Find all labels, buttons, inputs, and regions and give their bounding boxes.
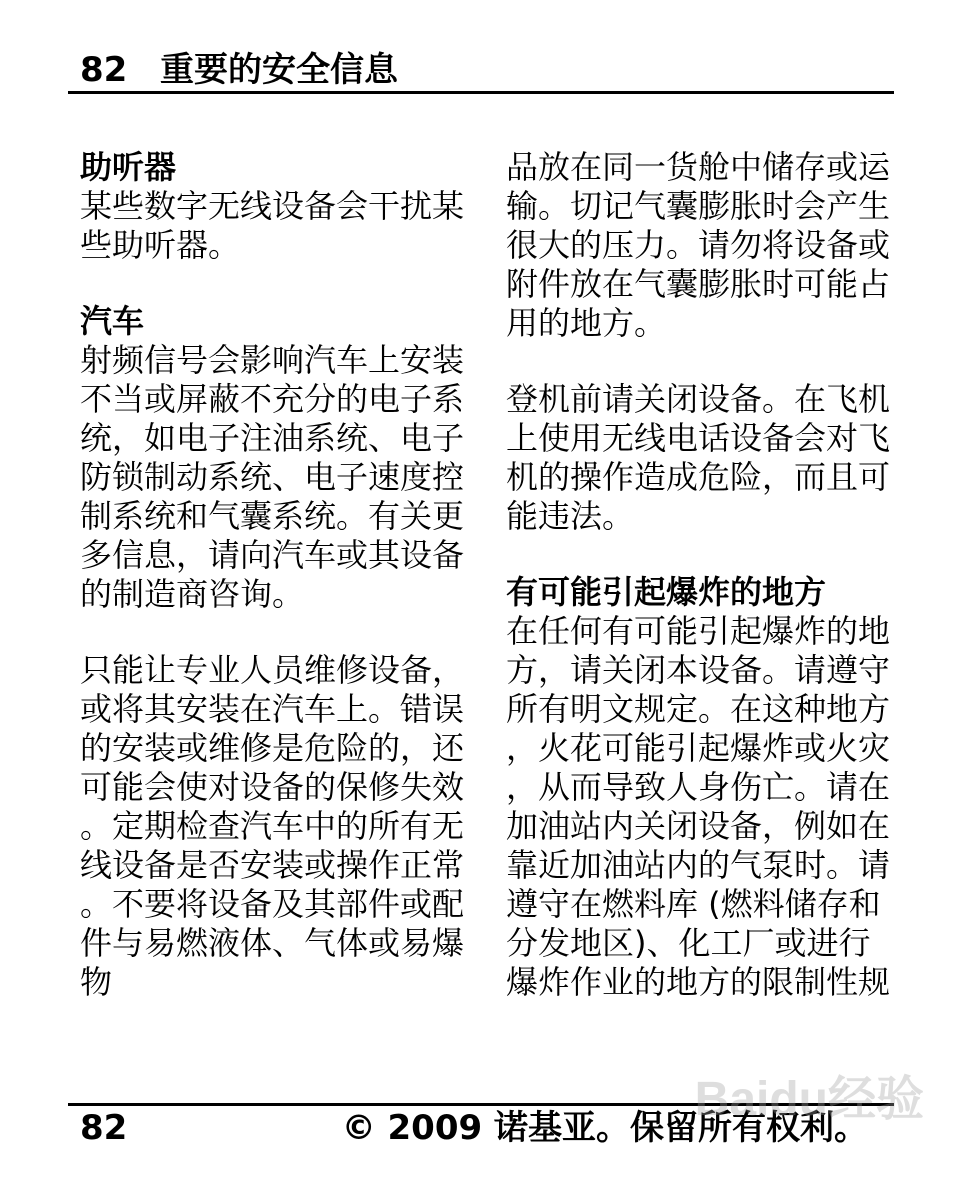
spacer xyxy=(506,536,901,573)
spacer xyxy=(80,265,475,302)
section-heading-explosive: 有可能引起爆炸的地方 xyxy=(506,573,827,611)
watermark-logo: Baidu经验 xyxy=(694,1073,924,1126)
footer-copyright: © 2009 诺基亚。保留所有权利。 xyxy=(341,1108,868,1148)
paragraph-aircraft: 登机前请关闭设备。在飞机上使用无线电话设备会对飞机的操作造成危险，而且可能违法。 xyxy=(506,380,891,535)
header-page-number: 82 xyxy=(80,50,128,90)
paragraph-vehicles-2: 只能让专业人员维修设备，或将其安装在汽车上。错误的安装或维修是危险的，还可能会使对设备的保修失效。定期检查汽车中的所有无线设备是否安装或操作正常。不要将设备及其部件或配件与易燃液体、气体或易爆物 xyxy=(80,651,465,1001)
paragraph-explosive: 在任何有可能引起爆炸的地方，请关闭本设备。请遵守所有明文规定。在这种地方，火花可能引起爆炸或火灾，从而导致人身伤亡。请在加油站内关闭设备，例如在靠近加油站内的气泵时。请遵守在燃料库 (燃料储存和分发地区)、化工厂或进行爆炸作业的地方的限制性规 xyxy=(506,612,891,1001)
paragraph-continued: 品放在同一货舱中储存或运输。切记气囊膨胀时会产生很大的压力。请勿将设备或附件放在气囊膨胀时可能占用的地方。 xyxy=(506,148,891,342)
paragraph-hearing-aids: 某些数字无线设备会干扰某些助听器。 xyxy=(80,187,465,264)
header-title: 重要的安全信息 xyxy=(160,50,398,90)
paragraph-vehicles-1: 射频信号会影响汽车上安装不当或屏蔽不充分的电子系统，如电子注油系统、电子防锁制动系统、电子速度控制系统和气囊系统。有关更多信息，请向汽车或其设备的制造商咨询。 xyxy=(80,341,465,613)
section-heading-vehicles: 汽车 xyxy=(80,302,145,340)
spacer xyxy=(506,343,901,380)
section-heading-hearing-aids: 助听器 xyxy=(80,148,177,186)
spacer xyxy=(80,614,475,651)
footer-page-number: 82 xyxy=(80,1108,128,1148)
header-rule xyxy=(68,91,894,94)
page-header xyxy=(80,50,398,90)
right-column xyxy=(506,148,901,1002)
left-column xyxy=(80,148,475,1002)
